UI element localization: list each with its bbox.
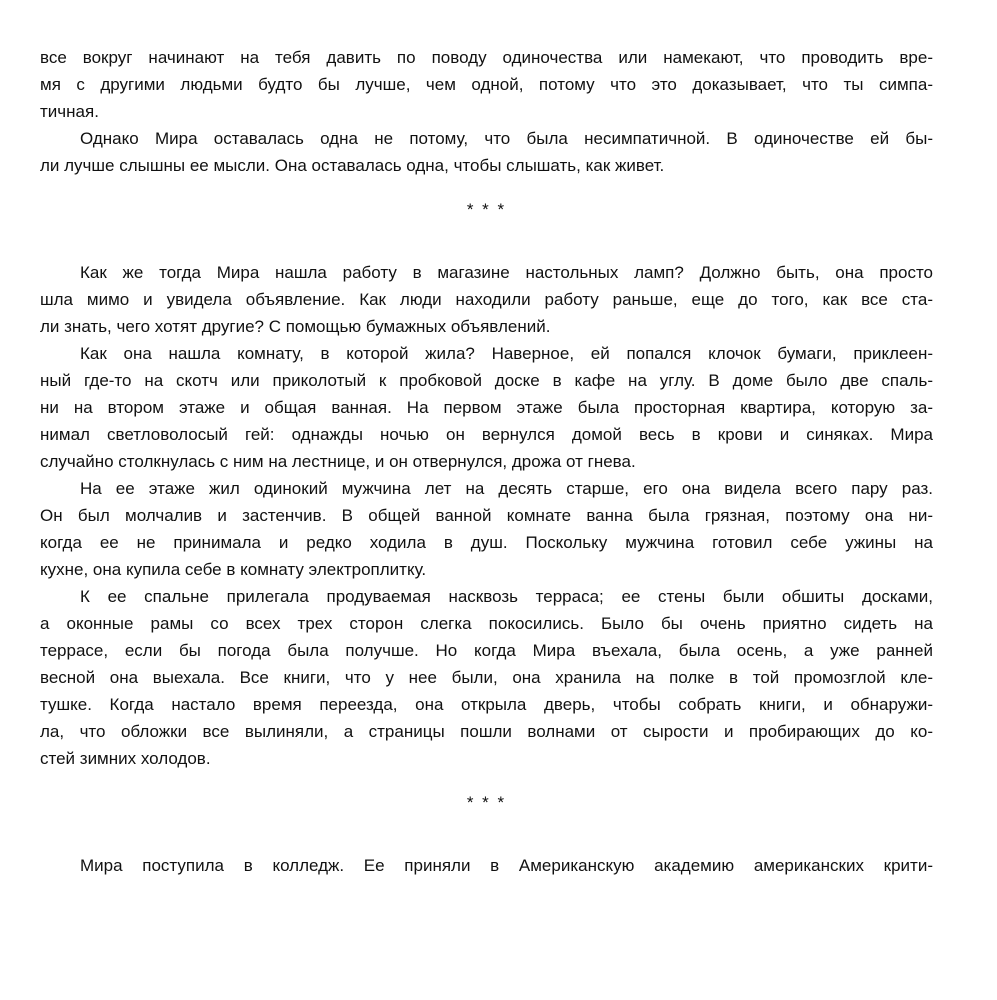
section-3	[40, 852, 933, 879]
text-line: ли лучше слышны ее мысли. Она оставалась одна, чтобы слышать, как живет.	[40, 156, 665, 175]
text-line: Как же тогда Мира нашла работу в магазине настольных ламп? Должно быть, она просто	[80, 263, 933, 282]
text-line: тичная.	[40, 102, 99, 121]
section-2	[40, 259, 933, 772]
text-line: Он был молчалив и застенчив. В общей ванной комнате ванна была грязная, поэтому она ни-	[40, 506, 933, 525]
text-line: ни на втором этаже и общая ванная. На первом этаже была просторная квартира, которую за-	[40, 398, 933, 417]
text-line: шла мимо и увидела объявление. Как люди находили работу раньше, еще до того, как все ста-	[40, 290, 933, 309]
section-1	[40, 44, 933, 179]
text-line: весной она выехала. Все книги, что у нее были, она хранила на полке в той промозглой кле-	[40, 668, 933, 687]
text-line: Как она нашла комнату, в которой жила? Наверное, ей попался клочок бумаги, приклеен-	[80, 344, 933, 363]
section-separator: * * *	[466, 200, 507, 219]
text-line: а оконные рамы со всех трех сторон слегка покосились. Было бы очень приятно сидеть на	[40, 614, 933, 633]
section-separator: * * *	[466, 793, 507, 812]
text-line: нимал светловолосый гей: однажды ночью он вернулся домой весь в крови и синяках. Мира	[40, 425, 933, 444]
text-line: террасе, если бы погода была получше. Но когда Мира въехала, была осень, а уже ранней	[40, 641, 933, 660]
text-line: К ее спальне прилегала продуваемая насквозь терраса; ее стены были обшиты досками,	[80, 587, 933, 606]
text-line: Мира поступила в колледж. Ее приняли в Американскую академию американских крити-	[80, 856, 933, 875]
text-line: Однако Мира оставалась одна не потому, что была несимпатичной. В одиночестве ей бы-	[80, 129, 933, 148]
text-line: На ее этаже жил одинокий мужчина лет на десять старше, его она видела всего пару раз.	[80, 479, 933, 498]
text-line: ный где-то на скотч или приколотый к пробковой доске в кафе на углу. В доме было две спаль-	[40, 371, 933, 390]
text-line: ла, что обложки все вылиняли, а страницы пошли волнами от сырости и пробирающих до ко-	[40, 722, 933, 741]
text-line: кухне, она купила себе в комнату электроплитку.	[40, 560, 427, 579]
text-line: все вокруг начинают на тебя давить по поводу одиночества или намекают, что проводить вре-	[40, 48, 933, 67]
text-line: случайно столкнулась с ним на лестнице, и он отвернулся, дрожа от гнева.	[40, 452, 636, 471]
text-line: ли знать, чего хотят другие? С помощью бумажных объявлений.	[40, 317, 551, 336]
text-line: мя с другими людьми будто бы лучше, чем одной, потому что это доказывает, что ты симпа-	[40, 75, 933, 94]
text-line: тушке. Когда настало время переезда, она открыла дверь, чтобы собрать книги, и обнаружи-	[40, 695, 933, 714]
document-page	[40, 44, 933, 879]
text-line: когда ее не принимала и редко ходила в душ. Поскольку мужчина готовил себе ужины на	[40, 533, 933, 552]
text-line: стей зимних холодов.	[40, 749, 211, 768]
